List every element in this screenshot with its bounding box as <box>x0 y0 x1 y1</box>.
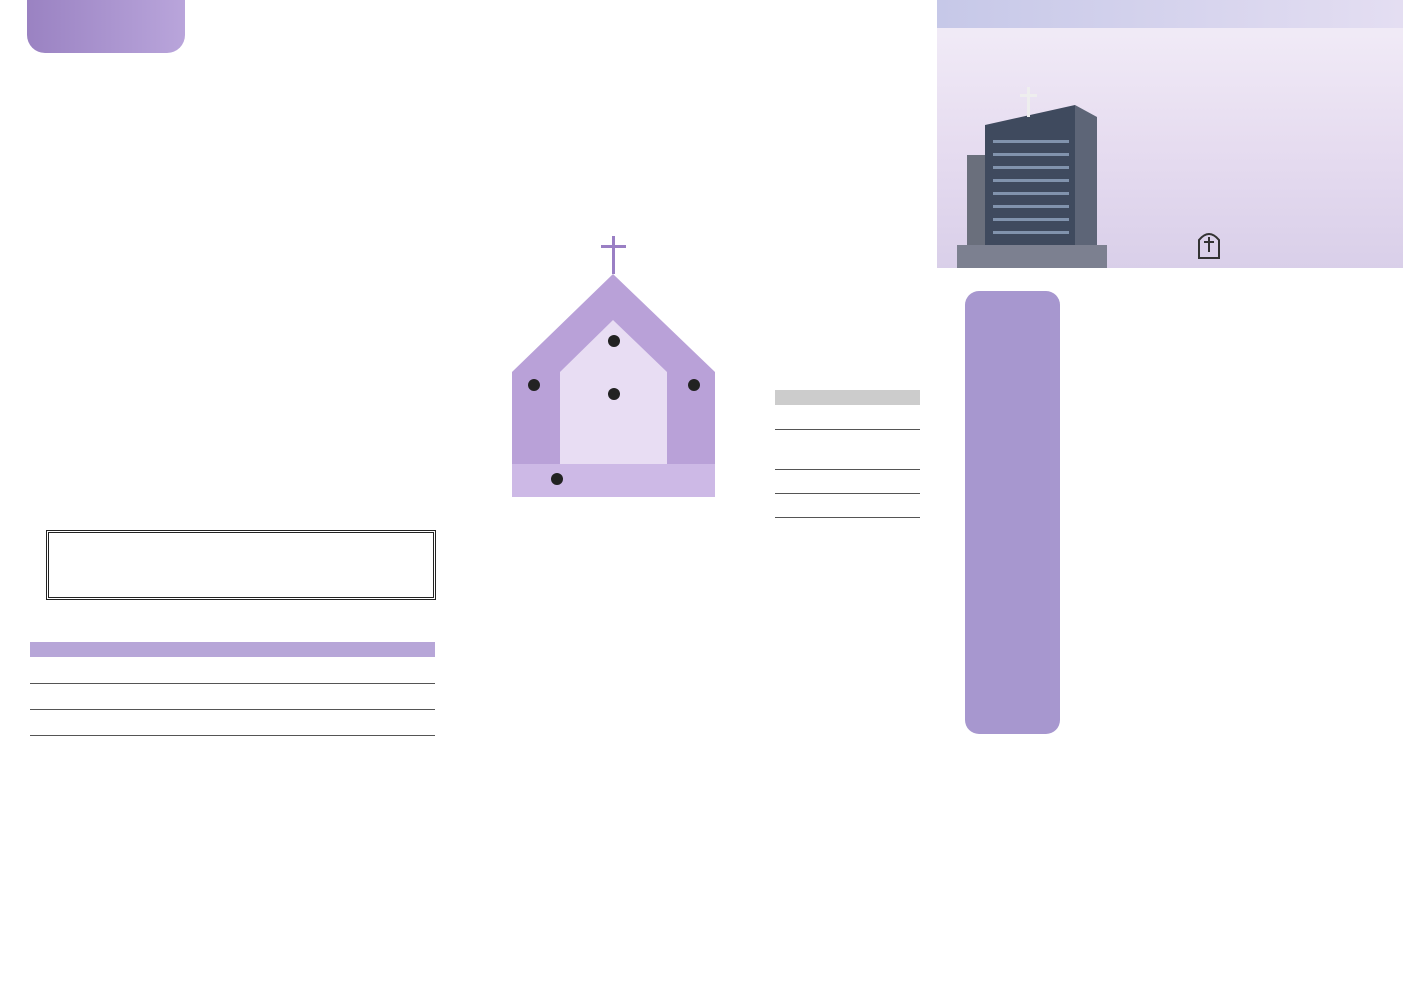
value-number-5 <box>608 335 620 347</box>
choir-conductor <box>823 469 871 493</box>
flower-cell <box>273 709 354 735</box>
house-foundation <box>512 464 715 497</box>
choir-name <box>775 405 823 429</box>
cover-top-band <box>937 0 1403 28</box>
church-building-image <box>957 85 1107 268</box>
flower-cell <box>192 683 273 709</box>
flower-table <box>30 642 435 736</box>
flower-header <box>30 642 111 657</box>
flower-cell <box>111 709 192 735</box>
core-values-house-diagram <box>512 232 717 497</box>
dawn-prayer-box <box>46 530 436 600</box>
value-number-1 <box>551 473 563 485</box>
choir-accompanist <box>872 429 920 469</box>
table-row <box>775 429 920 469</box>
table-row <box>775 405 920 429</box>
flower-header <box>192 642 273 657</box>
church-news-tab <box>27 0 185 53</box>
flower-cell <box>354 657 435 683</box>
choir-conductor <box>823 493 871 517</box>
choir-name <box>775 429 823 469</box>
cross-horizontal <box>601 245 626 248</box>
flower-header <box>111 642 192 657</box>
value-number-3 <box>528 379 540 391</box>
flower-row-label <box>30 683 111 709</box>
choir-accompanist <box>872 405 920 429</box>
table-row <box>775 493 920 517</box>
choir-header <box>823 390 871 405</box>
flower-header <box>273 642 354 657</box>
choir-accompanist <box>872 493 920 517</box>
choir-name <box>775 493 823 517</box>
cover-banner <box>937 0 1403 268</box>
choir-header <box>872 390 920 405</box>
table-row <box>30 683 435 709</box>
flower-cell <box>111 657 192 683</box>
table-row <box>30 657 435 683</box>
flower-cell <box>354 709 435 735</box>
flower-cell <box>192 709 273 735</box>
choir-header <box>775 390 823 405</box>
church-logo-icon <box>1195 228 1223 260</box>
sunday-order-sidebar <box>965 291 1060 734</box>
flower-cell <box>273 683 354 709</box>
choir-conductor <box>823 405 871 429</box>
table-row <box>30 709 435 735</box>
choir-accompanist <box>872 469 920 493</box>
flower-header <box>354 642 435 657</box>
choir-name <box>775 469 823 493</box>
flower-cell <box>273 657 354 683</box>
flower-cell <box>354 683 435 709</box>
value-number-4 <box>608 388 620 400</box>
choir-table <box>775 390 920 518</box>
flower-cell <box>192 657 273 683</box>
choir-conductor <box>823 429 871 469</box>
flower-row-label <box>30 709 111 735</box>
cross-vertical <box>612 236 615 274</box>
flower-row-label <box>30 657 111 683</box>
table-row <box>775 469 920 493</box>
value-number-2 <box>688 379 700 391</box>
flower-cell <box>111 683 192 709</box>
